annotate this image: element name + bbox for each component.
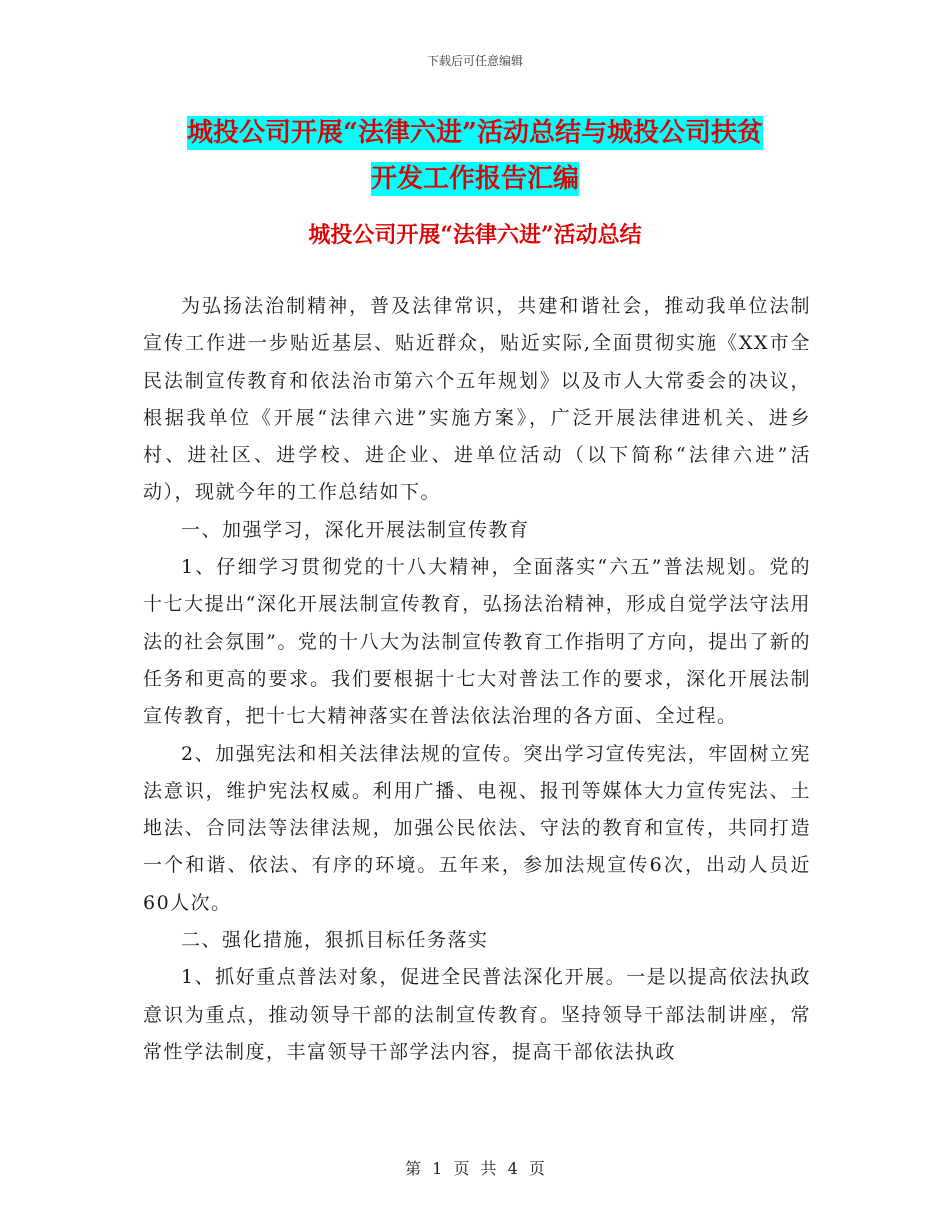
body-paragraph: 为弘扬法治制精神，普及法律常识，共建和谐社会，推动我单位法制宣传工作进一步贴近基层、贴近群众，贴近实际,全面贯彻实施《XX市全民法制宣传教育和依法治市第六个五年规划》以及市人大常委会的决议，根据我单位《开展“法律六进”实施方案》，广泛开展法律进机关、进乡村、进社区、进学校、进企业、进单位活动（以下简称“法律六进”活动），现就今年的工作总结如下。 [143,295,811,504]
body-paragraph: 1、仔细学习贯彻党的十八大精神，全面落实“六五”普法规划。党的十七大提出“深化开展法制宣传教育，弘扬法治精神，形成自觉学法守法用法的社会氛围”。党的十八大为法制宣传教育工作指明了方向，提出了新的任务和更高的要求。我们要根据十七大对普法工作的要求，深化开展法制宣传教育，把十七大精神落实在普法依法治理的各方面、全过程。 [143,556,811,728]
section-title: 城投公司开展“法律六进”活动总结 [308,222,642,248]
body-heading: 二、强化措施，狠抓目标任务落实 [181,929,489,952]
document-title-line-1: 城投公司开展“法律六进”活动总结与城投公司扶贫 [187,118,763,148]
body-paragraph: 2、加强宪法和相关法律法规的宣传。突出学习宣传宪法，牢固树立宪法意识，维护宪法权威。利用广播、电视、报刊等媒体大力宣传宪法、土地法、合同法等法律法规，加强公民依法、守法的教育和宣传，共同打造一个和谐、依法、有序的环境。五年来，参加法规宣传6次，出动人员近60人次。 [143,742,811,914]
body-heading: 一、加强学习，深化开展法制宣传教育 [181,518,530,541]
document-title-line-2: 开发工作报告汇编 [370,164,579,194]
document-title [140,110,810,202]
page-footer: 第 1 页 共 4 页 [405,1159,545,1178]
document-body [143,288,811,1071]
body-paragraph: 1、抓好重点普法对象，促进全民普法深化开展。一是以提高依法执政意识为重点，推动领导干部的法制宣传教育。坚持领导干部法制讲座，常常性学法制度，丰富领导干部学法内容，提高干部依法执政 [143,966,811,1063]
page-header-note: 下载后可任意编辑 [426,54,523,68]
